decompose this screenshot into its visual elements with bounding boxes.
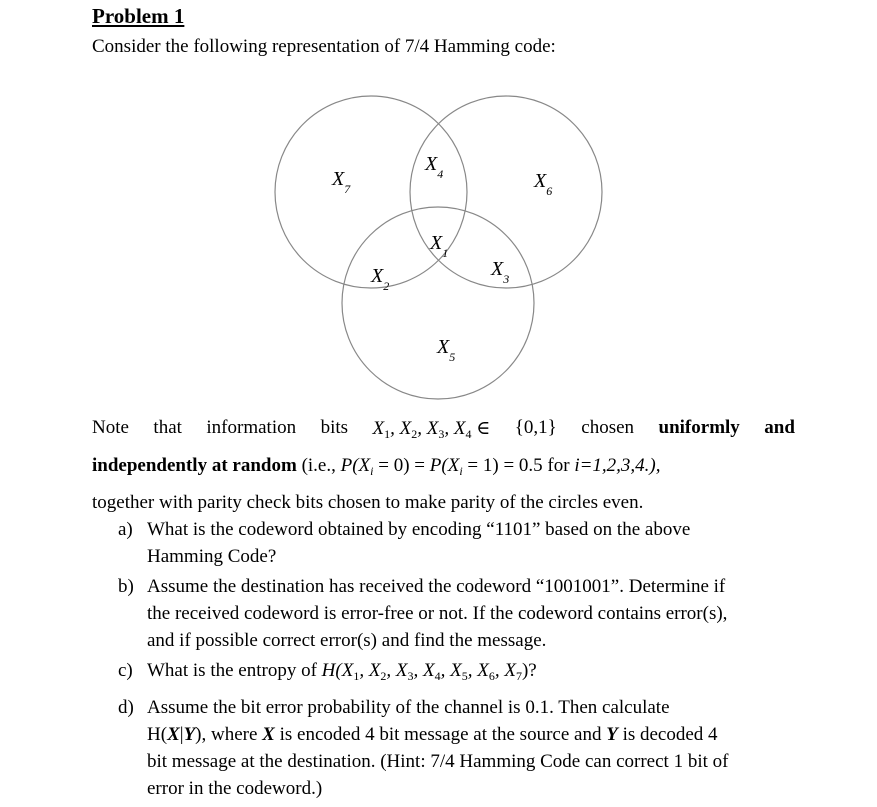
info-bits-expression: $X_1$, $X_2$, $X_3$, $X_4$ ∈ (372, 418, 491, 441)
label-x2: $X_2$ (371, 265, 390, 293)
entropy-expression: $H(X_1$, $X_2$, $X_3$, $X_4$, $X_5$, $X_6$, $X_7$)? (321, 660, 537, 683)
d-text: is decoded 4 (622, 724, 718, 745)
note-line-1 (92, 417, 795, 442)
question-d-line-2 (147, 724, 718, 746)
note-word: that (153, 417, 182, 438)
d-text: | (179, 724, 184, 745)
eq-zero: = 0) (378, 455, 410, 476)
question-c-label: c) (118, 660, 133, 681)
label-x4: $X_4$ (425, 153, 444, 181)
question-b-label: b) (118, 576, 134, 597)
question-b-line-2: the received codeword is error-free or not. If the codeword contains error(s), (147, 603, 728, 624)
note-word: chosen (581, 417, 635, 438)
question-c-line (147, 660, 537, 684)
bold-phrase: independently at random (92, 455, 297, 476)
var-x: X (262, 724, 275, 745)
note-line-3: together with parity check bits chosen to make parity of the circles even. (92, 492, 644, 513)
question-d-line-3: bit message at the destination. (Hint: 7/4 Hamming Code can correct 1 bit of (147, 751, 729, 772)
eq-half: = 0.5 (503, 455, 543, 476)
question-a-label: a) (118, 519, 133, 540)
var-y: Y (606, 724, 618, 745)
question-a-line-2: Hamming Code? (147, 546, 277, 567)
intro-text: Consider the following representation of 7/4 Hamming code: (92, 36, 556, 57)
note-word: information (206, 417, 297, 438)
index-range: i=1,2,3,4.), (574, 455, 661, 476)
d-text: H( (147, 724, 168, 745)
problem-title: Problem 1 (92, 4, 185, 28)
var-y: Y (183, 724, 196, 745)
note-word: uniformly (658, 417, 740, 438)
note-word: for (547, 455, 570, 476)
label-x6: $X_6$ (534, 170, 553, 198)
question-b-line-3: and if possible correct error(s) and find the message. (147, 630, 547, 651)
note-word: and (764, 417, 795, 438)
question-d-line-4: error in the codeword.) (147, 778, 323, 799)
label-x3: $X_3$ (491, 258, 510, 286)
d-text: ), where (195, 724, 258, 745)
d-text: is encoded 4 bit message at the source and (279, 724, 602, 745)
note-word: (i.e., (301, 455, 336, 476)
binary-set: {0,1} (514, 417, 557, 438)
note-line-2 (92, 455, 661, 479)
question-d-label: d) (118, 697, 134, 718)
eq-one: = 1) (467, 455, 499, 476)
question-d-line-1 (147, 697, 795, 719)
question-c-text: What is the entropy of (147, 660, 317, 681)
var-x: X (167, 724, 180, 745)
label-x1: $X_1$ (430, 232, 449, 260)
note-word: Note (92, 417, 129, 438)
label-x7: $X_7$ (332, 168, 351, 196)
prob-expression-1: $P(X_i$ (429, 455, 463, 478)
question-a-line-1 (147, 519, 795, 541)
label-x5: $X_5$ (437, 336, 456, 364)
equals: = (414, 455, 426, 476)
note-word: bits (320, 417, 349, 438)
prob-expression-0: $P(X_i$ (340, 455, 374, 478)
question-d-text: Assume the bit error probability of the channel is 0.1. Then calculate (147, 697, 670, 718)
question-a-text: What is the codeword obtained by encoding “1101” based on the above (147, 519, 691, 540)
question-b-line-1: Assume the destination has received the codeword “1001001”. Determine if (147, 576, 726, 597)
